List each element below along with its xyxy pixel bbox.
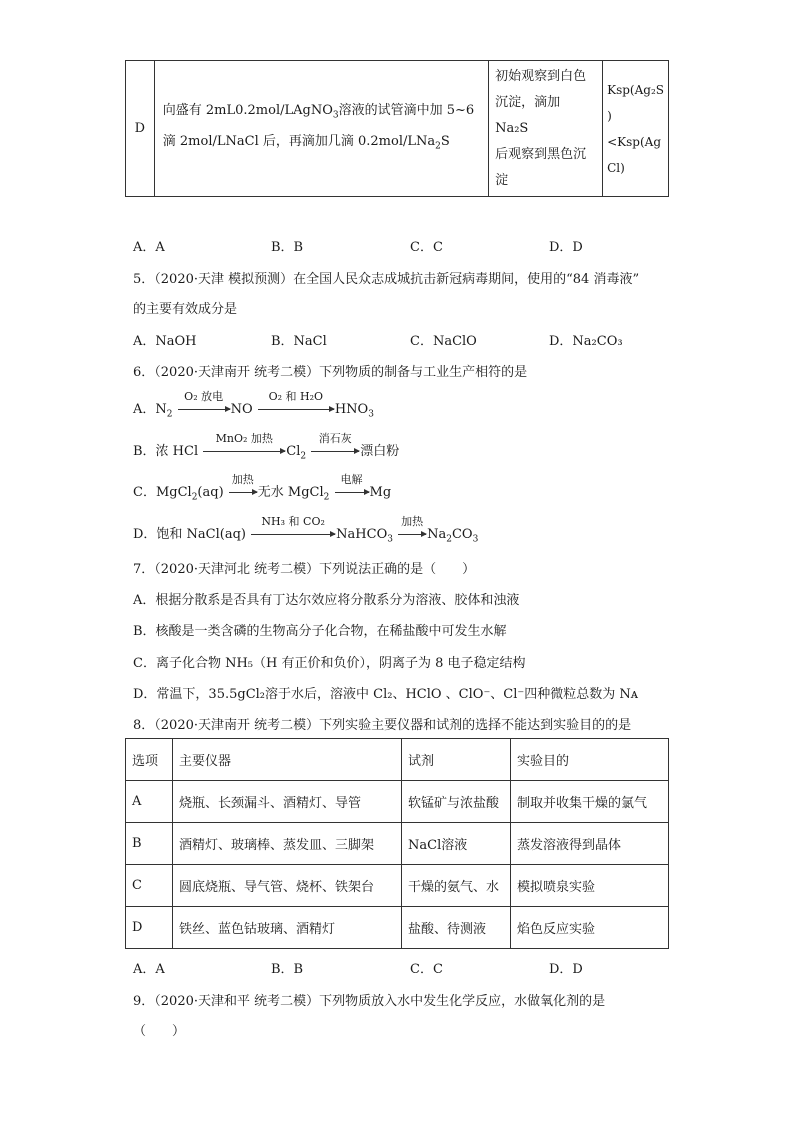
q7-option-c[interactable]: C．离子化合物 NH₅（H 有正价和负价），阴离子为 8 电子稳定结构 bbox=[133, 656, 526, 671]
table-row bbox=[126, 823, 669, 865]
q6-option-d[interactable]: D．饱和 NaCl(aq) NH₃ 和 CO₂ NaHCO$_3$ 加热 $Na_2CO_3$ bbox=[133, 515, 479, 545]
table-cell: 制取并收集干燥的氯气 bbox=[511, 781, 669, 823]
table-cell: NaCl溶液 bbox=[402, 823, 511, 865]
table-cell: B bbox=[126, 823, 173, 865]
table-row bbox=[126, 907, 669, 949]
table-cell: A bbox=[126, 781, 173, 823]
q5-stem-cont: 的主要有效成分是 bbox=[133, 302, 238, 317]
q6-option-c[interactable]: C．MgCl$_2$(aq) 加热 无水 MgCl$_2$ 电解 Mg bbox=[133, 473, 392, 503]
q8-choice-a[interactable]: A．A bbox=[133, 962, 165, 977]
table-cell: C bbox=[126, 865, 173, 907]
table-cell: 软锰矿与浓盐酸 bbox=[402, 781, 511, 823]
q6-option-a[interactable]: A．$N_2$ O₂ 放电 NO O₂ 和 H₂O $HNO_3$ bbox=[133, 390, 374, 420]
header-cell: 实验目的 bbox=[511, 739, 669, 781]
conclusion-cell: Ksp(Ag₂S )<Ksp(Ag Cl) bbox=[603, 61, 669, 197]
q9-stem: 9．（2020·天津和平 统考二模）下列物质放入水中发生化学反应，水做氧化剂的是 bbox=[133, 994, 606, 1009]
table-cell: 模拟喷泉实验 bbox=[511, 865, 669, 907]
q7-stem: 7．（2020·天津河北 统考二模）下列说法正确的是（ ） bbox=[133, 562, 476, 577]
q7-option-a[interactable]: A．根据分散系是否具有丁达尔效应将分散系分为溶液、胶体和浊液 bbox=[133, 593, 520, 608]
header-cell: 选项 bbox=[126, 739, 173, 781]
table-cell: 蒸发溶液得到晶体 bbox=[511, 823, 669, 865]
table-row bbox=[126, 865, 669, 907]
table-header-row bbox=[126, 739, 669, 781]
reaction-table bbox=[125, 60, 669, 197]
table-cell: D bbox=[126, 907, 173, 949]
header-cell: 试剂 bbox=[402, 739, 511, 781]
operation-cell: 向盛有 2mL0.2mol/LAgNO$_3$溶液的试管滴中加 5~6 滴 2mol/LNaCl 后，再滴加几滴 0.2mol/LNa$_2$S bbox=[154, 61, 488, 197]
q8-choice-c[interactable]: C．C bbox=[410, 962, 443, 977]
q9-answer-paren: （ ） bbox=[133, 1024, 186, 1039]
q7-option-b[interactable]: B．核酸是一类含磷的生物高分子化合物，在稀盐酸中可发生水解 bbox=[133, 624, 507, 639]
q4-choice-c[interactable]: C．C bbox=[410, 240, 443, 255]
table-cell: 铁丝、蓝色钴玻璃、酒精灯 bbox=[173, 907, 402, 949]
table-cell: 酒精灯、玻璃棒、蒸发皿、三脚架 bbox=[173, 823, 402, 865]
reaction-arrow: NH₃ 和 CO₂ bbox=[251, 527, 335, 542]
table-cell: 盐酸、待测液 bbox=[402, 907, 511, 949]
table-cell: 烧瓶、长颈漏斗、酒精灯、导管 bbox=[173, 781, 402, 823]
header-cell: 主要仪器 bbox=[173, 739, 402, 781]
reaction-arrow: MnO₂ 加热 bbox=[203, 444, 285, 459]
q5-stem: 5．（2020·天津 模拟预测）在全国人民众志成城抗击新冠病毒期间，使用的“84 消毒液” bbox=[133, 272, 640, 287]
reaction-arrow: O₂ 放电 bbox=[178, 402, 230, 417]
q4-choice-d[interactable]: D．D bbox=[549, 240, 583, 255]
q5-choice-a[interactable]: A．NaOH bbox=[133, 334, 197, 349]
table-cell: 圆底烧瓶、导气管、烧杯、铁架台 bbox=[173, 865, 402, 907]
q6-stem: 6．（2020·天津南开 统考二模）下列物质的制备与工业生产相符的是 bbox=[133, 365, 528, 380]
phenomenon-cell: 初始观察到白色 沉淀，滴加 Na₂S 后观察到黑色沉 淀 bbox=[489, 61, 603, 197]
table-row bbox=[126, 61, 669, 197]
q5-choice-d[interactable]: D．Na₂CO₃ bbox=[549, 334, 623, 349]
experiment-table bbox=[125, 738, 669, 949]
reaction-arrow: 电解 bbox=[335, 485, 369, 500]
q5-choice-c[interactable]: C．NaClO bbox=[410, 334, 477, 349]
table-cell: 干燥的氨气、水 bbox=[402, 865, 511, 907]
q7-option-d[interactable]: D．常温下，35.5gCl₂溶于水后，溶液中 Cl₂、HClO 、ClO⁻、Cl⁻四种微粒总数为 Nᴀ bbox=[133, 687, 639, 702]
q6-option-b[interactable]: B．浓 HCl MnO₂ 加热 $Cl_2$ 消石灰 漂白粉 bbox=[133, 432, 400, 462]
q4-choice-b[interactable]: B．B bbox=[271, 240, 304, 255]
reaction-arrow: 加热 bbox=[398, 527, 426, 542]
q5-choice-b[interactable]: B．NaCl bbox=[271, 334, 327, 349]
reaction-arrow: 消石灰 bbox=[311, 444, 359, 459]
q8-choice-d[interactable]: D．D bbox=[549, 962, 583, 977]
table-cell: 焰色反应实验 bbox=[511, 907, 669, 949]
option-cell: D bbox=[126, 61, 155, 197]
table-row bbox=[126, 781, 669, 823]
reaction-arrow: 加热 bbox=[229, 485, 257, 500]
reaction-arrow: O₂ 和 H₂O bbox=[258, 402, 334, 417]
q8-stem: 8．（2020·天津南开 统考二模）下列实验主要仪器和试剂的选择不能达到实验目的的是 bbox=[133, 718, 632, 733]
q4-choice-a[interactable]: A．A bbox=[133, 240, 165, 255]
q8-choice-b[interactable]: B．B bbox=[271, 962, 304, 977]
